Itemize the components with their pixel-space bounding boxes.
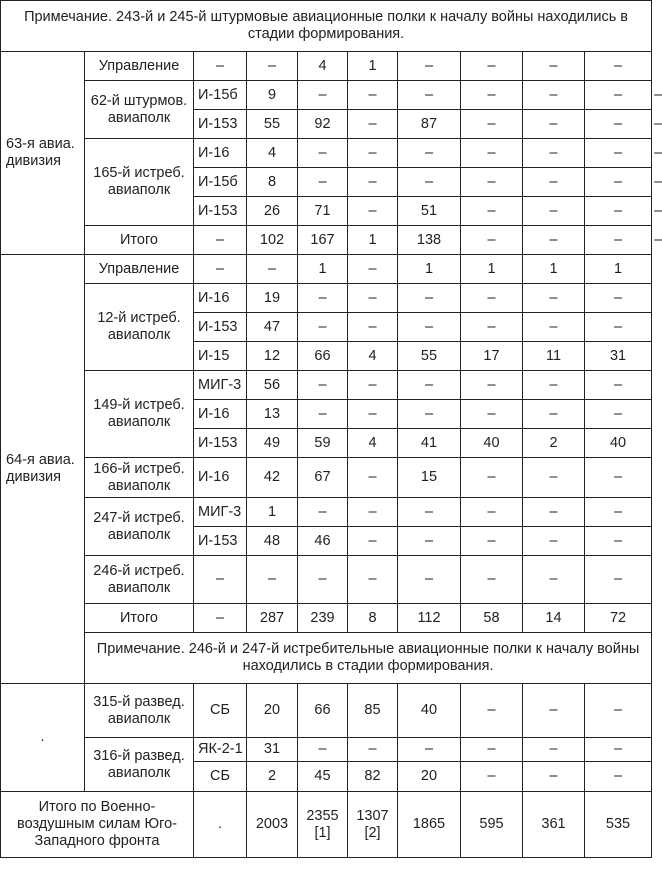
note-formation-246-247: Примечание. 246-й и 247-й истребительные авиационные полки к началу войны находились в стадии формирования. [85,633,652,684]
table-cell: – [461,168,523,197]
table-cell: – [348,255,398,284]
recon-group-mark: . [1,684,85,792]
table-cell: – [585,371,652,400]
table-cell: – [348,139,398,168]
aircraft-type: И-153 [194,429,247,458]
table-cell: – [298,81,348,110]
table-cell: – [348,168,398,197]
table-cell: 12 [247,342,298,371]
table-cell: 31 [585,342,652,371]
table-cell: 4 [298,52,348,81]
table-cell: 11 [523,342,585,371]
table-cell: 40 [461,429,523,458]
aircraft-type: И-16 [194,400,247,429]
aircraft-type: И-153 [194,527,247,556]
aircraft-type: МИГ-3 [194,498,247,527]
table-cell: 1 [247,498,298,527]
table-cell: – [585,313,652,342]
table-cell: 138 [398,226,461,255]
table-row-grand-total [1,792,652,858]
table-cell: 112 [398,604,461,633]
table-row [1,684,652,738]
table-cell: 1865 [398,792,461,858]
table-cell: – [461,110,523,139]
table-cell: 41 [398,429,461,458]
table-cell: – [398,498,461,527]
division-64-label: 64-я авиа. дивизия [1,255,85,684]
aircraft-type: И-16 [194,458,247,498]
table-cell: 15 [398,458,461,498]
regiment-62: 62-й штурмов. авиаполк [85,81,194,139]
table-cell: 13 [247,400,298,429]
table-cell: 31 [247,738,298,762]
table-cell: – [398,52,461,81]
table-cell: – [348,458,398,498]
table-cell: – [585,226,652,255]
table-cell: – [298,556,348,604]
table-cell: – [194,604,247,633]
table-row-total [1,604,652,633]
table-cell: 2355 [1] [298,792,348,858]
table-row [1,738,652,762]
table-cell: 20 [247,684,298,738]
table-cell: 42 [247,458,298,498]
table-cell: – [523,400,585,429]
note-formation-243-245: Примечание. 243-й и 245-й штурмовые авиационные полки к началу войны находились в стадии формирования. [1,1,652,52]
table-cell: – [398,371,461,400]
table-cell: – [398,738,461,762]
aircraft-type: МИГ-3 [194,371,247,400]
division-63-label: 63-я авиа. дивизия [1,52,85,255]
table-cell: – [398,139,461,168]
table-cell: 535 [585,792,652,858]
row-label: Итого [85,604,194,633]
table-cell: – [585,110,652,139]
table-cell: 26 [247,197,298,226]
table-cell: – [348,197,398,226]
table-cell: 92 [298,110,348,139]
table-cell: – [298,498,348,527]
table-cell: – [523,684,585,738]
table-row [1,556,652,604]
table-cell: 1 [298,255,348,284]
table-cell: – [461,139,523,168]
table-cell: – [398,168,461,197]
table-cell: 287 [247,604,298,633]
table-cell: – [348,738,398,762]
aircraft-type: И-16 [194,139,247,168]
table-cell: 55 [398,342,461,371]
table-cell: 85 [348,684,398,738]
table-row-total: Итого – 102 167 1 138 – – – – [1,226,652,255]
table-cell: 82 [348,762,398,792]
table-cell: 595 [461,792,523,858]
table-cell: – [348,527,398,556]
table-cell: – [398,527,461,556]
table-cell: 20 [398,762,461,792]
table-cell: – [585,284,652,313]
table-cell: – [348,81,398,110]
table-row: 165-й истреб. авиаполк И-16 4 – – – – – – – [1,139,652,168]
table-cell: – [194,255,247,284]
table-cell: 56 [247,371,298,400]
table-cell: 167 [298,226,348,255]
table-cell: – [194,226,247,255]
table-cell: – [348,110,398,139]
table-cell: 239 [298,604,348,633]
regiment-246: 246-й истреб. авиаполк [85,556,194,604]
table-cell: 46 [298,527,348,556]
table-cell: 58 [461,604,523,633]
table-row [1,458,652,498]
table-cell: 1 [398,255,461,284]
regiment-247: 247-й истреб. авиаполк [85,498,194,556]
regiment-12: 12-й истреб. авиаполк [85,284,194,371]
table-cell: – [398,81,461,110]
table-cell: – [461,738,523,762]
row-label: Управление [85,255,194,284]
table-cell: – [585,400,652,429]
table-cell: – [585,738,652,762]
table-cell: – [585,556,652,604]
table-cell: 19 [247,284,298,313]
row-label: Итого [85,226,194,255]
table-cell: 1 [585,255,652,284]
table-cell: – [461,226,523,255]
table-cell: 14 [523,604,585,633]
table-cell: – [348,556,398,604]
table-cell: – [298,168,348,197]
table-cell: – [461,81,523,110]
table-cell: 4 [348,429,398,458]
grand-total-mark: . [194,792,247,858]
table-row [1,371,652,400]
table-cell: – [461,52,523,81]
table-cell: 51 [398,197,461,226]
table-cell: 2 [247,762,298,792]
table-cell: – [461,684,523,738]
table-cell: 9 [247,81,298,110]
table-cell: – [398,556,461,604]
table-cell: – [585,498,652,527]
aircraft-type: СБ [194,684,247,738]
table-cell: – [461,556,523,604]
table-cell: – [461,313,523,342]
regiment-149: 149-й истреб. авиаполк [85,371,194,458]
table-cell: – [585,168,652,197]
table-cell: 66 [298,684,348,738]
table-cell: – [298,139,348,168]
table-cell: – [348,284,398,313]
table-cell: – [247,255,298,284]
table-row [1,255,652,284]
table-cell: – [523,458,585,498]
table-cell: – [523,168,585,197]
table-cell: 72 [585,604,652,633]
table-cell: – [523,556,585,604]
aircraft-type: И-15 [194,342,247,371]
aircraft-type: И-16 [194,284,247,313]
table-cell: – [523,498,585,527]
table-row [1,498,652,527]
table-cell: – [523,738,585,762]
table-cell: – [585,197,652,226]
aircraft-type: И-153 [194,110,247,139]
table-row: И-15б 8 – – – – – – – [1,168,652,197]
table-cell: 40 [585,429,652,458]
table-cell: – [523,371,585,400]
table-cell: – [585,762,652,792]
regiment-316: 316-й развед. авиаполк [85,738,194,792]
table-cell: – [461,371,523,400]
table-cell: – [348,371,398,400]
table-cell: – [523,284,585,313]
table-cell: 1 [348,52,398,81]
table-cell: – [298,371,348,400]
row-label: Управление [85,52,194,81]
table-cell: – [461,400,523,429]
table-cell: – [523,226,585,255]
table-cell: – [298,400,348,429]
table-cell: – [398,284,461,313]
table-cell: – [398,400,461,429]
table-cell: 71 [298,197,348,226]
table-cell: 1307 [2] [348,792,398,858]
aircraft-type: И-15б [194,81,247,110]
table-cell: – [461,498,523,527]
table-cell: – [348,400,398,429]
table-cell: – [461,527,523,556]
table-cell: 2003 [247,792,298,858]
table-cell: – [523,762,585,792]
table-row [1,284,652,313]
aircraft-type: И-15б [194,168,247,197]
table-cell: 8 [348,604,398,633]
table-cell: – [461,284,523,313]
table-cell: – [398,313,461,342]
table-cell: 67 [298,458,348,498]
table-cell: 1 [461,255,523,284]
table-cell: 8 [247,168,298,197]
table-cell: 17 [461,342,523,371]
table-cell: – [523,52,585,81]
table-cell: – [585,139,652,168]
regiment-166: 166-й истреб. авиаполк [85,458,194,498]
table-cell: – [523,81,585,110]
aircraft-type: И-153 [194,313,247,342]
table-row [1,52,652,81]
table-cell: 47 [247,313,298,342]
table-cell: 45 [298,762,348,792]
table-cell: – [194,52,247,81]
table-cell: 40 [398,684,461,738]
table-cell: – [585,684,652,738]
table-cell: 49 [247,429,298,458]
table-cell: – [523,313,585,342]
table-cell: – [523,139,585,168]
aircraft-type: И-153 [194,197,247,226]
table-cell: – [585,527,652,556]
table-cell: – [523,197,585,226]
table-cell: 66 [298,342,348,371]
table-cell: – [523,527,585,556]
table-cell: 59 [298,429,348,458]
table-cell: 2 [523,429,585,458]
table-cell: 4 [348,342,398,371]
table-cell: 4 [247,139,298,168]
table-cell: – [585,458,652,498]
table-cell: – [585,81,652,110]
table-cell: 1 [348,226,398,255]
table-cell: – [585,52,652,81]
table-row: 62-й штурмов. авиаполк И-15б 9 – – – – – – – [1,81,652,110]
aircraft-type: ЯК-2-1 [194,738,247,762]
table-cell: – [461,762,523,792]
grand-total-label: Итого по Военно-воздушным силам Юго-Западного фронта [1,792,194,858]
table-cell: – [348,313,398,342]
table-row: И-153 55 92 – 87 – – – – [1,110,652,139]
table-cell: 48 [247,527,298,556]
table-cell: – [247,556,298,604]
aircraft-type: СБ [194,762,247,792]
table-cell: – [461,458,523,498]
table-cell: – [298,738,348,762]
table-cell: – [348,498,398,527]
table-cell: 361 [523,792,585,858]
table-cell: 1 [523,255,585,284]
table-cell: – [523,110,585,139]
table-cell: – [461,197,523,226]
table-cell: 55 [247,110,298,139]
aircraft-type: – [194,556,247,604]
table-cell: – [298,284,348,313]
regiment-165: 165-й истреб. авиаполк [85,139,194,226]
table-cell: 102 [247,226,298,255]
table-cell: – [247,52,298,81]
table-cell: 87 [398,110,461,139]
regiment-315: 315-й развед. авиаполк [85,684,194,738]
table-cell: – [298,313,348,342]
table-row: И-153 26 71 – 51 – – – – [1,197,652,226]
